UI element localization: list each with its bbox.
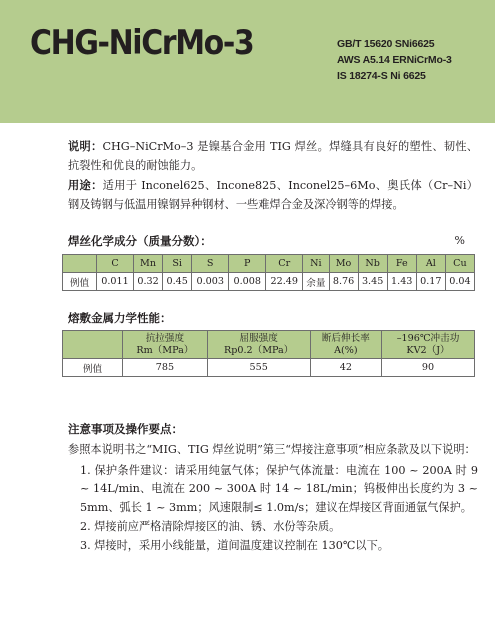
standard-is: IS 18274-S Ni 6625: [337, 70, 426, 82]
notes-item: 3. 焊接时，采用小线能量，道间温度建议控制在 130℃以下。: [80, 538, 389, 552]
notes-item: 2. 焊接前应严格清除焊接区的油、锈、水份等杂质。: [80, 519, 341, 533]
chem-value-cell: 0.17: [416, 273, 445, 291]
chem-value-cell: 0.45: [163, 273, 192, 291]
mech-value-cell: 555: [207, 359, 310, 377]
chem-header-cell: Si: [163, 255, 192, 273]
mechanical-value-row: [63, 359, 475, 377]
mech-header-line2: KV2（J）: [406, 344, 450, 356]
usage-label: 用途：: [68, 179, 103, 192]
mech-header-line1: 屈服强度: [239, 332, 278, 344]
chem-value-cell: 0.32: [134, 273, 163, 291]
notes-item: 1. 保护条件建议：请采用纯氩气体；保护气体流量：电流在 100 ~ 200A 时 9 ~ 14L/min、电流在 200 ~ 300A 时 14 ~ 18L/min；钨极伸出长度约为 3 ~ 5mm、弧长 1 ~ 3mm；风速限制≤ 1.0m/s；建议在焊接区背面通氩气保护。: [80, 463, 478, 515]
mech-header-line2: Rm（MPa）: [136, 344, 194, 356]
mech-header-cell: [382, 331, 475, 359]
mech-header-cell: [310, 331, 382, 359]
mechanical-table: [62, 330, 475, 377]
mech-value-cell: 90: [382, 359, 475, 377]
chem-header-cell: Mn: [134, 255, 163, 273]
mechanical-header-row: [63, 331, 475, 359]
standard-aws: AWS A5.14 ERNiCrMo-3: [337, 54, 452, 66]
chemistry-unit: %: [454, 234, 465, 247]
chem-value-cell: 0.04: [445, 273, 474, 291]
description-label: 说明：: [68, 140, 103, 153]
chem-header-cell: [63, 255, 97, 273]
chemistry-title: 焊丝化学成分（质量分数）：: [68, 234, 212, 248]
description-paragraph: [68, 137, 478, 175]
mech-header-line2: Rp0.2（MPa）: [223, 344, 294, 356]
product-title: CHG-NiCrMo-3: [30, 24, 254, 64]
chem-value-cell: 3.45: [358, 273, 387, 291]
chem-value-cell: 余量: [303, 273, 329, 291]
chem-header-cell: Fe: [387, 255, 416, 273]
standards-list: [337, 36, 452, 84]
mech-header-line1: 抗拉强度: [145, 332, 185, 344]
mech-value-cell: 785: [123, 359, 208, 377]
chem-value-cell: 1.43: [387, 273, 416, 291]
usage-paragraph: [68, 176, 478, 214]
chemistry-value-row: [63, 273, 475, 291]
notes-title: 注意事项及操作要点：: [68, 422, 183, 436]
mech-header-line2: A(%): [334, 344, 358, 356]
chem-value-cell: 22.49: [266, 273, 303, 291]
chem-header-cell: S: [192, 255, 229, 273]
description-text: CHG–NiCrMo–3 是镍基合金用 TIG 焊丝。焊缝具有良好的塑性、韧性、抗裂性和优良的耐蚀能力。: [68, 140, 478, 172]
chem-header-cell: Cu: [445, 255, 474, 273]
mech-value-cell: 42: [310, 359, 382, 377]
chem-value-cell: 0.011: [97, 273, 134, 291]
chem-header-cell: Al: [416, 255, 445, 273]
chem-value-cell: 8.76: [329, 273, 358, 291]
chem-header-cell: Nb: [358, 255, 387, 273]
standard-gb: GB/T 15620 SNi6625: [337, 38, 435, 50]
chemistry-table: [62, 254, 475, 291]
header-band: [0, 0, 495, 123]
chem-header-cell: P: [229, 255, 266, 273]
mech-header-line1: –196℃冲击功: [396, 332, 460, 344]
mechanical-title: 熔敷金属力学性能：: [68, 311, 172, 325]
notes-section: [68, 420, 478, 556]
mech-header-cell: [207, 331, 310, 359]
usage-text: 适用于 Inconel625、Incone825、Inconel25–6Mo、奥氏体（Cr–Ni）钢及铸钢与低温用镍钢异种钢材、一些难焊合金及深冷钢等的焊接。: [68, 179, 478, 211]
mech-value-cell: 例值: [63, 359, 123, 377]
mech-header-cell: [63, 331, 123, 359]
chem-value-cell: 0.003: [192, 273, 229, 291]
chemistry-header-row: [63, 255, 475, 273]
notes-intro: 参照本说明书之“MIG、TIG 焊丝说明”第三“焊接注意事项”相应条款及以下说明：: [68, 442, 476, 456]
chem-header-cell: Ni: [303, 255, 329, 273]
chem-header-cell: Mo: [329, 255, 358, 273]
chem-header-cell: Cr: [266, 255, 303, 273]
mech-header-line1: 断后伸长率: [321, 332, 370, 344]
chem-value-cell: 例值: [63, 273, 97, 291]
chem-header-cell: C: [97, 255, 134, 273]
mech-header-cell: [123, 331, 208, 359]
chem-value-cell: 0.008: [229, 273, 266, 291]
